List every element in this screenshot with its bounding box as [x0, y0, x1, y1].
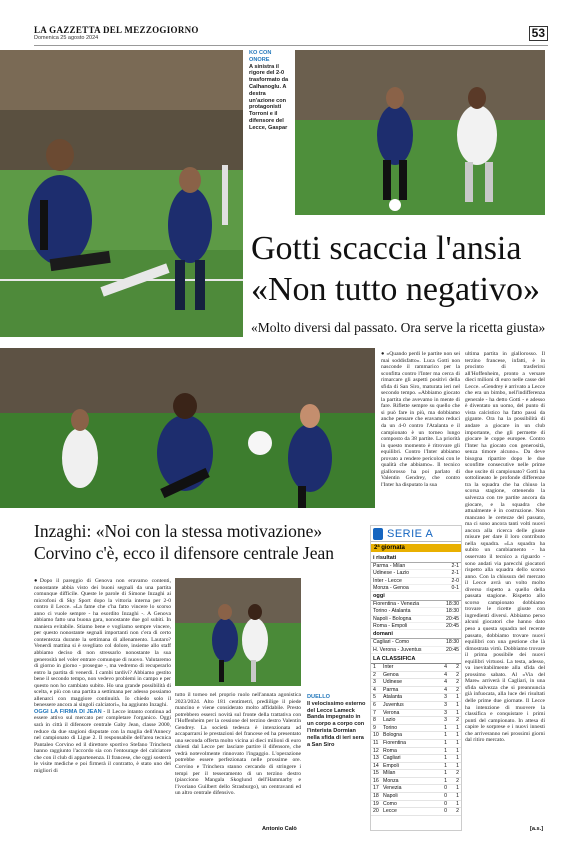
standing-team: Cagliari	[383, 755, 401, 762]
standing-points: 0	[444, 793, 447, 800]
standings-row	[371, 770, 461, 778]
giornata-label: 2ª giornata	[371, 544, 461, 552]
standing-team: Inter	[383, 663, 394, 670]
inzaghi-text-b: - Il Lecce intanto continua ad essere attivo sul mercato per completare l'organico. Oggi sarà in città il difensore centrale Gaby Jean, classe 2000, reduce da due stagioni disputate con la maglia dell'Annecy nel campionato di Ligue 2. Il responsabile dell'area tecnica Pantaleo Corvino ed il direttore sportivo Stefano Trinchera hanno raggiunto l'accordo sia con l'entourage del calciatore che con il club di appartenenza. Il francese, che oggi sosterrà le visite mediche e poi firmerà il contratto, è stato uno dei migliori di	[34, 708, 171, 774]
standing-points: 3	[444, 717, 447, 724]
standing-games: 1	[456, 701, 459, 708]
fixture-row	[371, 647, 461, 654]
standing-team: Roma	[383, 747, 397, 754]
standing-points: 1	[444, 755, 447, 762]
standing-games: 1	[456, 793, 459, 800]
standing-team: Bologna	[383, 732, 403, 739]
today-list	[371, 601, 461, 630]
standing-points: 3	[444, 694, 447, 701]
standings-row	[371, 702, 461, 710]
caption-duel-text: Il velocissimo esterno del Lecce Lameck Banda impegnato in un corpo a corpo con l'interista Dormian nella sfida di ieri sera a San Siro	[307, 700, 366, 748]
standings-row	[371, 717, 461, 725]
match-teams: Monza - Genoa	[373, 584, 409, 591]
standings-row	[371, 725, 461, 733]
standing-team: Parma	[383, 686, 399, 693]
standing-team: Verona	[383, 709, 400, 716]
standing-team: Torino	[383, 724, 398, 731]
standing-games: 2	[456, 671, 459, 678]
standing-position: 4	[373, 686, 376, 693]
fixture-row	[371, 616, 461, 623]
standings-table	[371, 664, 461, 816]
match-value: 18:30	[446, 608, 459, 615]
standing-position: 7	[373, 709, 376, 716]
standing-games: 1	[456, 755, 459, 762]
standing-position: 12	[373, 747, 379, 754]
standing-points: 1	[444, 770, 447, 777]
match-value: 2-1	[451, 570, 459, 577]
standing-position: 13	[373, 755, 379, 762]
standings-row	[371, 664, 461, 672]
standing-games: 1	[456, 747, 459, 754]
match-value: 20:45	[446, 615, 459, 622]
tomorrow-label: domani	[371, 630, 461, 639]
page-number: 53	[529, 26, 548, 41]
standing-points: 4	[444, 686, 447, 693]
photo-banda	[175, 578, 301, 686]
standing-position: 10	[373, 732, 379, 739]
standings-row	[371, 763, 461, 771]
results-list	[371, 563, 461, 592]
standing-points: 3	[444, 709, 447, 716]
standing-position: 5	[373, 694, 376, 701]
match-value: 18:30	[446, 601, 459, 608]
standings-label: LA CLASSIFICA	[371, 654, 461, 664]
match-teams: Cagliari - Como	[373, 639, 410, 646]
standing-position: 19	[373, 800, 379, 807]
standing-points: 1	[444, 747, 447, 754]
standing-points: 4	[444, 671, 447, 678]
serie-a-box	[370, 525, 462, 831]
standings-row	[371, 778, 461, 786]
serie-a-logo-icon	[373, 528, 383, 540]
standings-row	[371, 732, 461, 740]
match-teams: H. Verona - Juventus	[373, 646, 422, 653]
standings-row	[371, 740, 461, 748]
inzaghi-text-a: ●Dopo il pareggio di Genova non eravamo contenti, nonostante abbia visto dei buoni segnali da una partita comunque difficile. Queste le parole di Simone Inzaghi ai microfoni di Sky Sport dopo la vittoria interna per 2-0 contro il Lecce. «La fame che c'ha fatto vincere lo scorso anno ci vuole sempre - ha esordito Inzaghi -. A Genova abbiamo fatto una buona gara, nonostante due gol subiti. In maniera evitabile. Stiamo bene e vogliamo sempre vincere, per questo nonostante segnali importanti non c'era di certo contentezza durante la settimana di allenamento. Lautaro? Venerdì mattina si è svegliato col dolore, insieme allo staff abbiamo deciso di non stressarlo nonostante la sua generosità nel voler entrare comunque di nuovo. Valutaremo di giorno in giorno - prosegue -, ma vedremo di recuperarlo entro la partita di venerdì. I cambi tardivi? Abbiamo gestito bene il secondo tempo, non vedevo problemi in campo e per questo non ho cambiato subito. Ho una grande possibilità di scelta, e più con una partita a settimana per adesso possiamo allenarci con maggiore continuità. Io chiedo solo il benessere ancora ai singoli calciatori», ha aggiunto Inzaghi.	[34, 578, 171, 709]
standing-position: 8	[373, 717, 376, 724]
match-value: 20:45	[446, 623, 459, 630]
fixture-row	[371, 639, 461, 646]
standing-team: Empoli	[383, 762, 399, 769]
standing-position: 11	[373, 739, 379, 746]
standing-position: 3	[373, 679, 376, 686]
firma-jean-kicker: OGGI LA FIRMA DI JEAN	[34, 708, 102, 715]
standing-games: 2	[456, 808, 459, 815]
match-teams: Inter - Lecce	[373, 577, 402, 584]
fixture-row	[371, 623, 461, 630]
standing-games: 2	[456, 679, 459, 686]
gotti-article-col1: ● «Quando perdi le partite non sei mai soddisfatto». Luca Gotti non nasconde il rammarico per la sconfitta contro l'Inter ma cerca di rimarcare gli aspetti positivi della sfida di San Siro, maturata ieri nel secondo tempo. «Abbiamo giocato la partita che avevamo in mente di fare. Riflette sempre su quello che si può fare in più, ma dobbiamo anche pensare che eravamo reduci da un 4-0 contro l'Atalanta e il campionato è un torneo lungo composto da 38 partite. La priorità in questo momento è ritrovare gli equilibri. Contro l'Inter abbiamo provato a rendere pericolosi con le qualità che abbiamo». Il tecnico giallorosso ha poi parlato di Valentin Gendrey, che contro l'Inter ha disputato la sua	[381, 351, 460, 488]
standing-position: 20	[373, 808, 379, 815]
standing-points: 1	[444, 724, 447, 731]
match-value: 2-0	[451, 577, 459, 584]
tomorrow-list	[371, 639, 461, 654]
caption-duel-kicker: DUELLO	[307, 694, 330, 700]
standings-row	[371, 748, 461, 756]
standing-team: Monza	[383, 777, 399, 784]
result-row	[371, 570, 461, 577]
standing-position: 2	[373, 671, 376, 678]
inzaghi-signature: Antonio Calò	[262, 826, 297, 832]
standing-position: 15	[373, 770, 379, 777]
standing-games: 1	[456, 724, 459, 731]
standing-games: 1	[456, 800, 459, 807]
fixture-row	[371, 608, 461, 615]
match-teams: Torino - Atalanta	[373, 608, 411, 615]
standing-games: 1	[456, 732, 459, 739]
match-teams: Roma - Empoli	[373, 623, 408, 630]
standing-position: 1	[373, 663, 376, 670]
standing-team: Venezia	[383, 785, 402, 792]
caption-kicker: KO CON ONORE	[249, 50, 272, 63]
standing-games: 1	[456, 785, 459, 792]
match-value: 20:45	[446, 646, 459, 653]
standings-row	[371, 687, 461, 695]
match-value: 2-1	[451, 563, 459, 569]
gotti-article-col2: ultima partita in giallorosso. Il terzino francese, infatti, è in procinto di trasferirsi all'Hoffenheim, pronto a versare dieci milioni di euro nelle casse del Lecce. «Gendrey è arrivato a Lecce che era un bimbo, nell'indifferenza generale - ha detto Gotti - e adesso è diventato un uomo, del punto di vista calcistico ha fatto passi da gigante. Ora ha la possibilità di andare a giocare in un club importante, che gli permette di giocare le coppe europee. Contro l'Inter ha giocato con generosità, senza timore alcuno». Da deve bisogna ripartire dopo le due sconfitte consecutive nelle prime due uscite di campionato? Gotti ha sottolineato le profonde differenze tra la squadra che ha chiuso la scorsa stagione, ottenendo la salvezza con tre partite ancora da giocare, e la squadra che attualmente è in costruzione. Non mancano le certezze del passato, ma ci sono ancora tanti volti nuovi ancora alla ricerca delle giuste misure per dare il loro contributo nella squadra. «La squadra ha subito un cambiamento - ha osservato il tecnico a riguardo - sono andati via parecchi giocatori rispetto alla squadra dello scorso anno. Con la chiusura del mercato il Lecce avrà un volto molto diverso rispetto a quello della passata stagione. Rispetto allo scorso campionato dobbiamo trovare le ricette giuste con ingredienti diversi. Abbiamo perso alcuni giocatori che hanno dato peso a questa squadra nel recente passato, dobbiamo trovare nuovi equilibri con una gestione che là dimostrata virtù. Dobbiamo trovare il prima possibile dei nuovi equilibri virtuosi. La testa, adesso, va inevitabilmente alla sfida del prossimo sabato. Al «Via del Mare» arriverà il Cagliari, in una sfida salvezza che si preannuncia già infuocata, alla luce dei risultati delle prime due giornate. Il Lecce ha intenzione di muovere la classifica e conquistare i primi punti del campionato. In attesa di capire le sorprese e i nuovi innesti che arriveranno nei prossimi giorni dal ritiro mercato.	[465, 351, 545, 744]
result-row	[371, 563, 461, 570]
standings-row	[371, 679, 461, 687]
headline-line1: Gotti scaccia l'ansia	[251, 230, 522, 267]
standing-points: 0	[444, 800, 447, 807]
standings-row	[371, 672, 461, 680]
standing-team: Como	[383, 800, 397, 807]
standing-position: 18	[373, 793, 379, 800]
issue-date: Domenica 25 agosto 2024	[34, 35, 99, 41]
standing-position: 17	[373, 785, 379, 792]
standing-games: 2	[456, 770, 459, 777]
inzaghi-article-col2: tutto il torneo nel proprio ruolo nell'annata agonistica 2023/2024. Alto 181 centimetri, prediilige il piede mancino e viene considerato molto affidabile. Presto potrebbero esserci novità sul fronte della trattativa con l'Hoffenheim per la cessione del terzino destro Valentin Gendrey. La società tedesca è intenzionata ad accaparrarsi le prestazioni del francese ed ha presentato una seconda offerta molto vicina ai dieci milioni di euro chiesti dal Lecce per lasciare partire il difensore, che vedrà notevolmente rinnovato l'ingaggio. L'operazione potrebbe essere perfezionata nelle prossime ore. Corvino e Trinchera stanno cercando di stringere i tempi per il tesseramento di un terzino destro (piacciono Mangala Skoglund dell'Hammarby e l'ivoriano Guilbert dello Strasburgo), un centravanti ed un altro centrale difensivo.	[175, 692, 301, 797]
photo-caption-duel	[307, 694, 367, 794]
inzaghi-headline: Inzaghi: «Noi con la stessa motivazione»	[34, 521, 323, 541]
standings-row	[371, 694, 461, 702]
match-teams: Udinese - Lazio	[373, 570, 410, 577]
standing-games: 2	[456, 686, 459, 693]
serie-a-header	[371, 526, 461, 542]
standing-games: 1	[456, 762, 459, 769]
standings-row	[371, 801, 461, 809]
caption-text: A sinistra il rigore del 2-0 trasformato da Calhanoglu. A destra un'azione con protagonisti Torroni e il difensore del Lecce, Gaspar	[249, 63, 289, 131]
standing-position: 14	[373, 762, 379, 769]
standing-points: 4	[444, 663, 447, 670]
standing-team: Milan	[383, 770, 396, 777]
standing-team: Napoli	[383, 793, 398, 800]
standing-team: Lazio	[383, 717, 396, 724]
standing-points: 1	[444, 762, 447, 769]
standing-position: 9	[373, 724, 376, 731]
match-teams: Napoli - Bologna	[373, 615, 412, 622]
photo-penalty	[0, 50, 243, 337]
photo-caption-top	[249, 50, 289, 132]
masthead	[34, 24, 548, 46]
headline-subtitle: «Molto diversi dal passato. Ora serve la ricetta giusta»	[251, 320, 546, 335]
result-row	[371, 585, 461, 592]
today-label: oggi	[371, 592, 461, 601]
standing-team: Juventus	[383, 701, 404, 708]
standing-team: Lecce	[383, 808, 397, 815]
match-teams: Fiorentina - Venezia	[373, 601, 420, 608]
headline-line2: «Non tutto negativo»	[251, 271, 540, 308]
photo-action	[295, 50, 545, 215]
standing-games: 2	[456, 663, 459, 670]
standing-team: Fiorentina	[383, 739, 407, 746]
standing-points: 0	[444, 808, 447, 815]
standing-points: 3	[444, 701, 447, 708]
standing-games: 1	[456, 739, 459, 746]
corvino-headline: Corvino c'è, ecco il difensore centrale Jean	[34, 543, 335, 563]
standing-team: Genoa	[383, 671, 399, 678]
standings-row	[371, 808, 461, 816]
standing-points: 1	[444, 777, 447, 784]
standing-games: 2	[456, 717, 459, 724]
standing-team: Atalanta	[383, 694, 403, 701]
standing-team: Udinese	[383, 679, 403, 686]
fixture-row	[371, 601, 461, 608]
standing-points: 4	[444, 679, 447, 686]
standing-games: 1	[456, 694, 459, 701]
serie-a-title: SERIE A	[387, 527, 434, 540]
standing-points: 1	[444, 732, 447, 739]
standings-row	[371, 793, 461, 801]
result-row	[371, 578, 461, 585]
gotti-signature: [a.s.]	[530, 826, 544, 832]
inzaghi-article-col1	[34, 578, 171, 828]
standings-row	[371, 785, 461, 793]
standings-row	[371, 710, 461, 718]
match-value: 0-1	[451, 584, 459, 591]
standing-games: 2	[456, 777, 459, 784]
standings-row	[371, 755, 461, 763]
photo-duel	[0, 348, 375, 508]
standing-position: 16	[373, 777, 379, 784]
match-value: 18:30	[446, 639, 459, 646]
standing-points: 1	[444, 739, 447, 746]
newspaper-title: LA GAZZETTA DEL MEZZOGIORNO	[34, 25, 199, 35]
standing-games: 1	[456, 709, 459, 716]
match-teams: Parma - Milan	[373, 563, 406, 569]
results-label: i risultati	[371, 554, 461, 563]
standing-points: 0	[444, 785, 447, 792]
standing-position: 6	[373, 701, 376, 708]
